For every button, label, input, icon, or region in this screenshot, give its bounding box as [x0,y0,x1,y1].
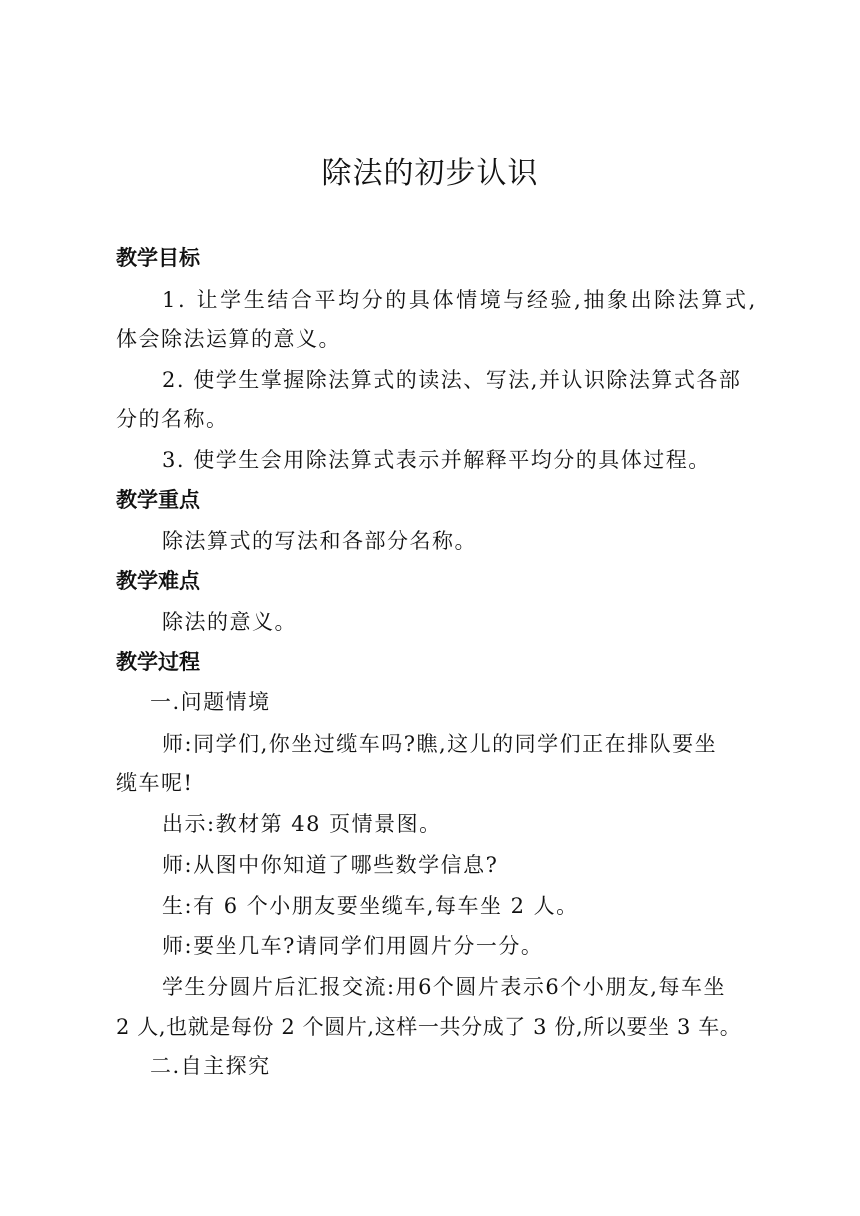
process-p5: 师:要坐几车?请同学们用圆片分一分。 [162,934,544,958]
process-part-1-title: 一.问题情境 [150,690,271,714]
document-title: 除法的初步认识 [321,156,539,191]
objective-3: 3. 使学生会用除法算式表示并解释平均分的具体过程。 [162,448,711,472]
key-points-text: 除法算式的写法和各部分名称。 [162,529,477,553]
process-p1-line-1: 师:同学们,你坐过缆车吗?瞧,这儿的同学们正在排队要坐 [162,732,718,756]
process-p6-line-2: 2 人,也就是每份 2 个圆片,这样一共分成了 3 份,所以要坐 3 车。 [116,1015,742,1039]
process-p3: 师:从图中你知道了哪些数学信息? [162,853,499,877]
process-part-2-title: 二.自主探究 [150,1054,271,1078]
heading-difficulties: 教学难点 [116,569,200,593]
process-p4: 生:有 6 个小朋友要坐缆车,每车坐 2 人。 [162,894,579,918]
heading-key-points: 教学重点 [116,488,200,512]
objective-2-line-2: 分的名称。 [116,407,229,431]
objective-1-line-2: 体会除法运算的意义。 [116,327,341,351]
difficulties-text: 除法的意义。 [162,610,297,634]
process-p2: 出示:教材第 48 页情景图。 [162,812,442,836]
objective-2-line-1: 2. 使学生掌握除法算式的读法、写法,并认识除法算式各部 [162,368,742,392]
process-p6-line-1: 学生分圆片后汇报交流:用6个圆片表示6个小朋友,每车坐 [162,975,726,999]
heading-objectives: 教学目标 [116,246,200,270]
objective-1-line-1: 1. 让学生结合平均分的具体情境与经验,抽象出除法算式, [162,288,758,312]
process-p1-line-2: 缆车呢! [116,771,194,795]
heading-process: 教学过程 [116,650,200,674]
